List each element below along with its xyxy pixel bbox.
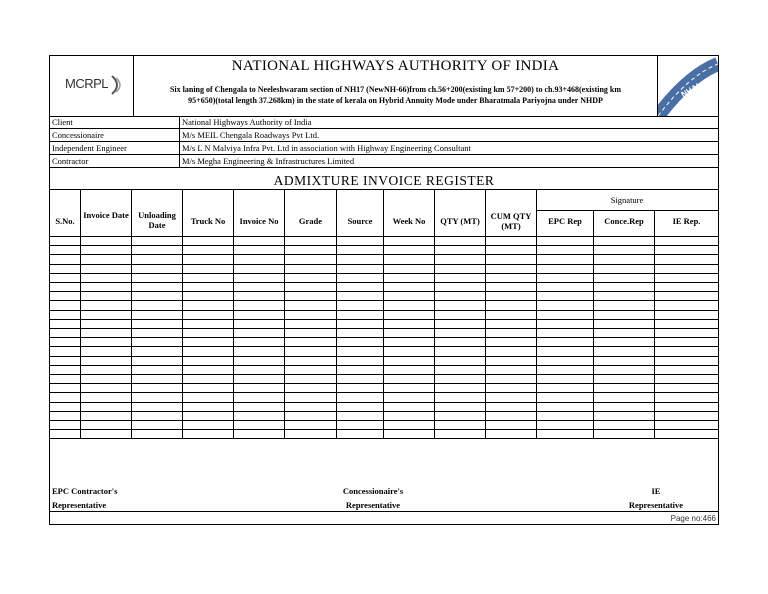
mcrpl-logo-text: MCRPL [65, 76, 109, 91]
table-row [50, 291, 718, 292]
col-grade: Grade [298, 216, 323, 226]
highway-logo-icon [658, 56, 718, 116]
project-description: Six laning of Chengala to Neeleshwaram section of NH17 (NewNH-66)from ch.56+200(existing km 57+200) to ch.93+468(existing km 95+650)(total length 37.268km) in the state of kerala on Hybrid Annuity Mode under Bharatmala Pariyojna under NHDP [169, 85, 622, 105]
table-row [50, 282, 718, 283]
nhai-logo-text: NHAI [679, 81, 702, 100]
header [50, 56, 718, 117]
signature-group-label: Signature [610, 195, 644, 205]
info-row-concessionaire: Concessionaire M/s MEIL Chengala Roadways Pvt Ltd. [50, 129, 718, 142]
register-title: ADMIXTURE INVOICE REGISTER [50, 172, 718, 190]
table-row [50, 346, 718, 347]
col-source: Source [347, 216, 373, 226]
header-bottom-line [50, 236, 718, 237]
col-unloading-date: Unloading Date [138, 210, 176, 230]
footer-divider [50, 511, 718, 512]
table-row [50, 411, 718, 412]
table-row [50, 365, 718, 366]
info-row-independent-engineer: Independent Engineer M/s L N Malviya Infra Pvt. Ltd in association with Highway Engineering Consultant [50, 142, 718, 155]
info-row-client: Client National Highways Authority of India [50, 116, 718, 129]
col-cum-qty: CUM QTY (MT) [490, 211, 532, 231]
table-row [50, 264, 718, 265]
table-row [50, 319, 718, 320]
col-conce-rep: Conce.Rep [604, 216, 644, 226]
col-epc-rep: EPC Rep [548, 216, 582, 226]
col-week-no: Week No [392, 216, 426, 226]
table-row [50, 392, 718, 393]
concessionaire-representative-label: Concessionaire's Representative [342, 486, 404, 510]
table-row [50, 383, 718, 384]
mcrpl-logo [50, 56, 134, 116]
table-row [50, 273, 718, 274]
table-row [50, 245, 718, 246]
col-sno: S.No. [55, 216, 75, 226]
signature-subheader-line [536, 210, 718, 211]
epc-representative-label: EPC Contractor's Representative [52, 486, 118, 510]
table-row [50, 254, 718, 255]
table-row [50, 356, 718, 357]
table-row [50, 429, 718, 430]
col-invoice-no: Invoice No [239, 216, 279, 226]
ie-representative-label: IE Representative [628, 486, 684, 510]
register-sheet [49, 55, 719, 525]
swoosh-icon [110, 74, 124, 96]
table-row [50, 420, 718, 421]
table-row [50, 337, 718, 338]
table-row [50, 374, 718, 375]
col-ie-rep: IE Rep. [672, 216, 701, 226]
nhai-logo [657, 56, 718, 116]
table-row [50, 402, 718, 403]
table-row [50, 438, 718, 439]
table-row [50, 300, 718, 301]
table-row [50, 310, 718, 311]
table-row [50, 328, 718, 329]
page-number: Page no:466 [670, 514, 716, 523]
col-qty: QTY (MT) [440, 216, 480, 226]
col-truck-no: Truck No [190, 216, 226, 226]
info-row-contractor: Contractor M/s Megha Engineering & Infrastructures Limited [50, 155, 718, 168]
col-invoice-date: Invoice Date [83, 210, 129, 220]
page-title: NATIONAL HIGHWAYS AUTHORITY OF INDIA [231, 58, 560, 74]
